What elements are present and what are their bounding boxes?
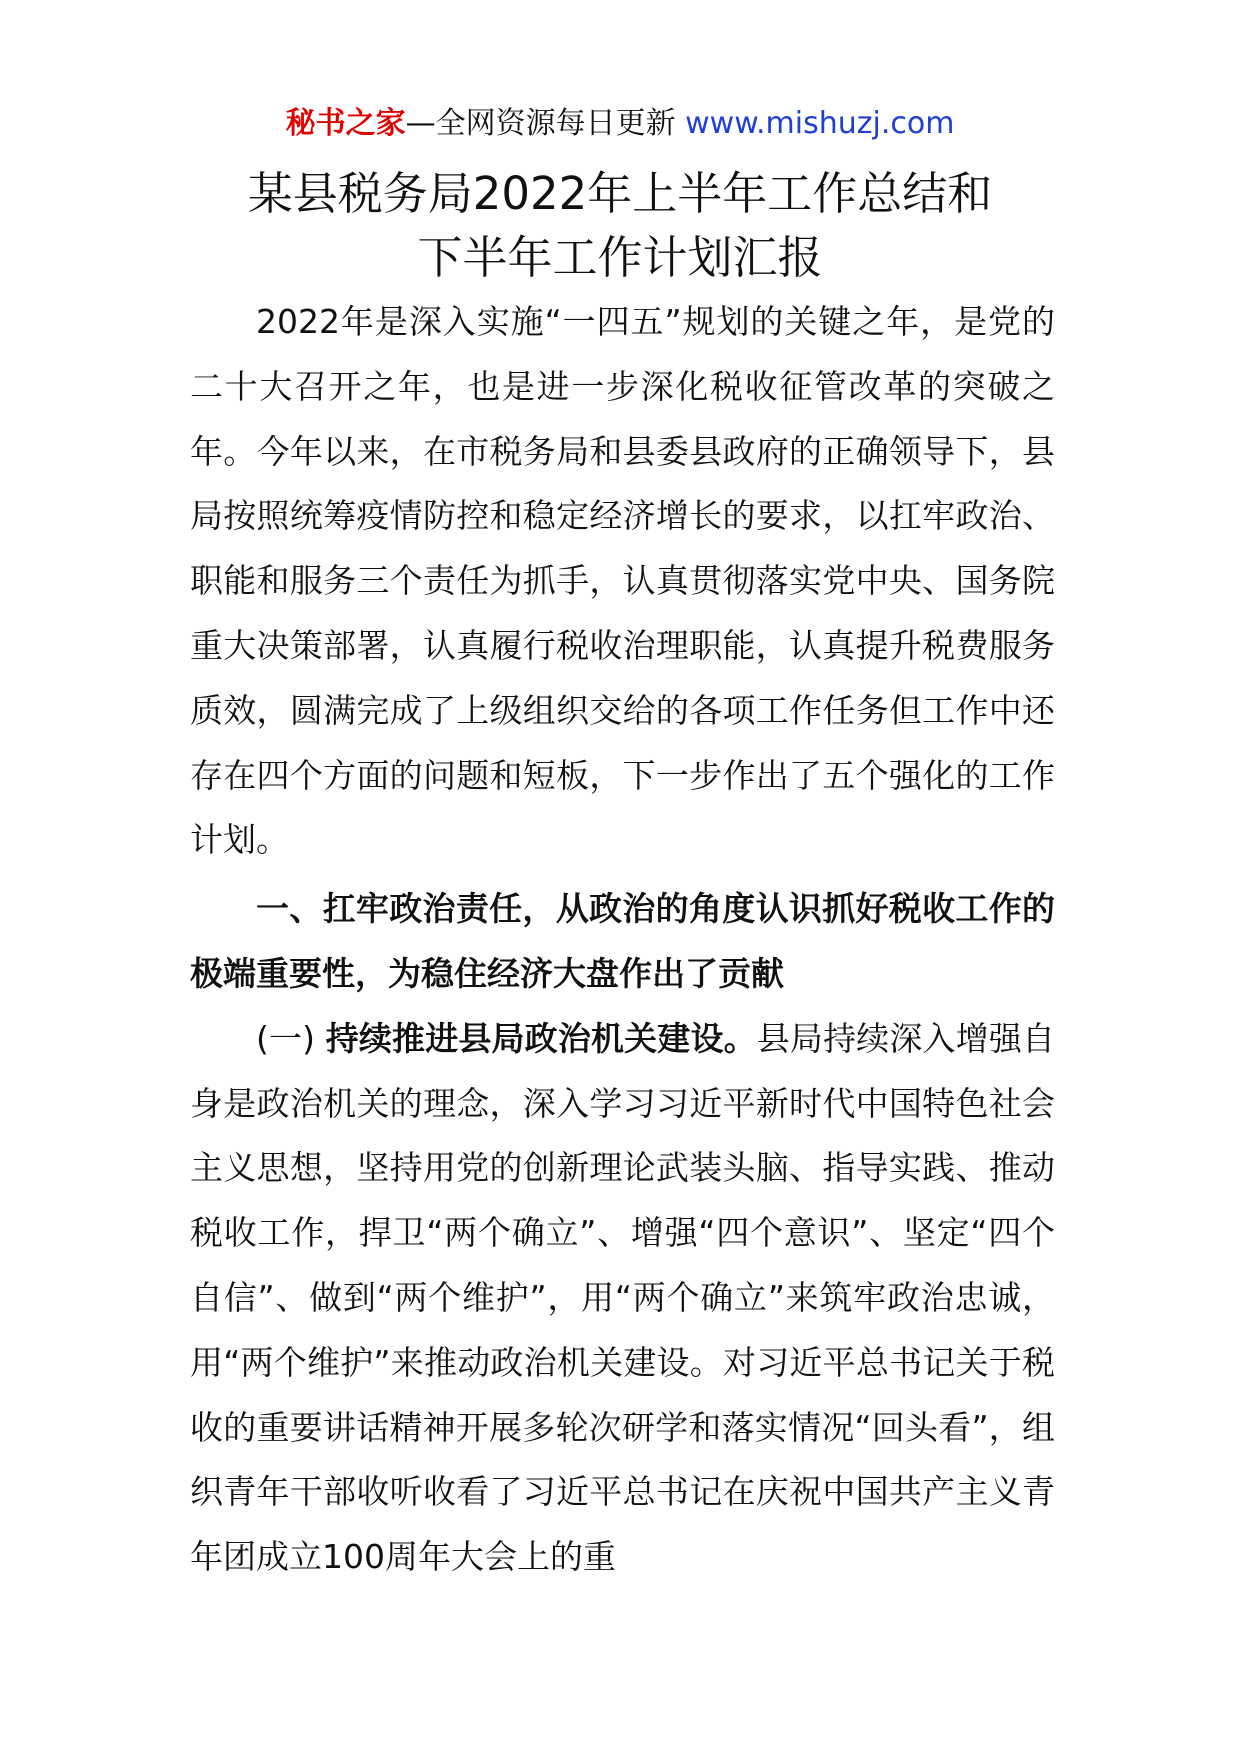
subsection-1-text: 县局持续深入增强自身是政治机关的理念，深入学习习近平新时代中国特色社会主义思想，坚持用党的创新理论武装头脑、指导实践、推动税收工作，捍卫“两个确立”、增强“四个意识”、坚定“四个自信”、做到“两个维护”，用“两个确立”来筑牢政治忠诚，用“两个维护”来推动政治机关建设。对习近平总书记关于税收的重要讲话精神开展多轮次研学和落实情况“回头看”，组织青年干部收听收看了习近平总书记在庆祝中国共产主义青年团成立100周年大会上的重 xyxy=(190,1018,1055,1577)
site-banner xyxy=(0,104,1240,144)
document-body xyxy=(190,290,1055,1590)
subsection-1-paragraph xyxy=(190,1007,1055,1590)
subsection-1-title: 持续推进县局政治机关建设。 xyxy=(325,1018,757,1058)
brand-name: 秘书之家 xyxy=(285,106,406,141)
subsection-1-marker: (一) xyxy=(256,1018,316,1058)
section-1-heading: 一、扛牢政治责任，从政治的角度认识抓好税收工作的极端重要性，为稳住经济大盘作出了贡献 xyxy=(190,889,1055,993)
document-title-line-1: 某县税务局2022年上半年工作总结和 xyxy=(247,167,993,220)
document-title-line-2: 下半年工作计划汇报 xyxy=(417,231,823,284)
intro-paragraph: 2022年是深入实施“一四五”规划的关键之年，是党的二十大召开之年，也是进一步深化税收征管改革的突破之年。今年以来，在市税务局和县委县政府的正确领导下，县局按照统筹疫情防控和稳定经济增长的要求，以扛牢政治、职能和服务三个责任为抓手，认真贯彻落实党中央、国务院重大决策部署，认真履行税收治理职能，认真提升税费服务质效，圆满完成了上级组织交给的各项工作任务但工作中还存在四个方面的问题和短板，下一步作出了五个强化的工作计划。 xyxy=(190,302,1055,860)
site-url-link[interactable]: www.mishuzj.com xyxy=(685,106,955,141)
banner-tagline: —全网资源每日更新 xyxy=(405,106,686,141)
